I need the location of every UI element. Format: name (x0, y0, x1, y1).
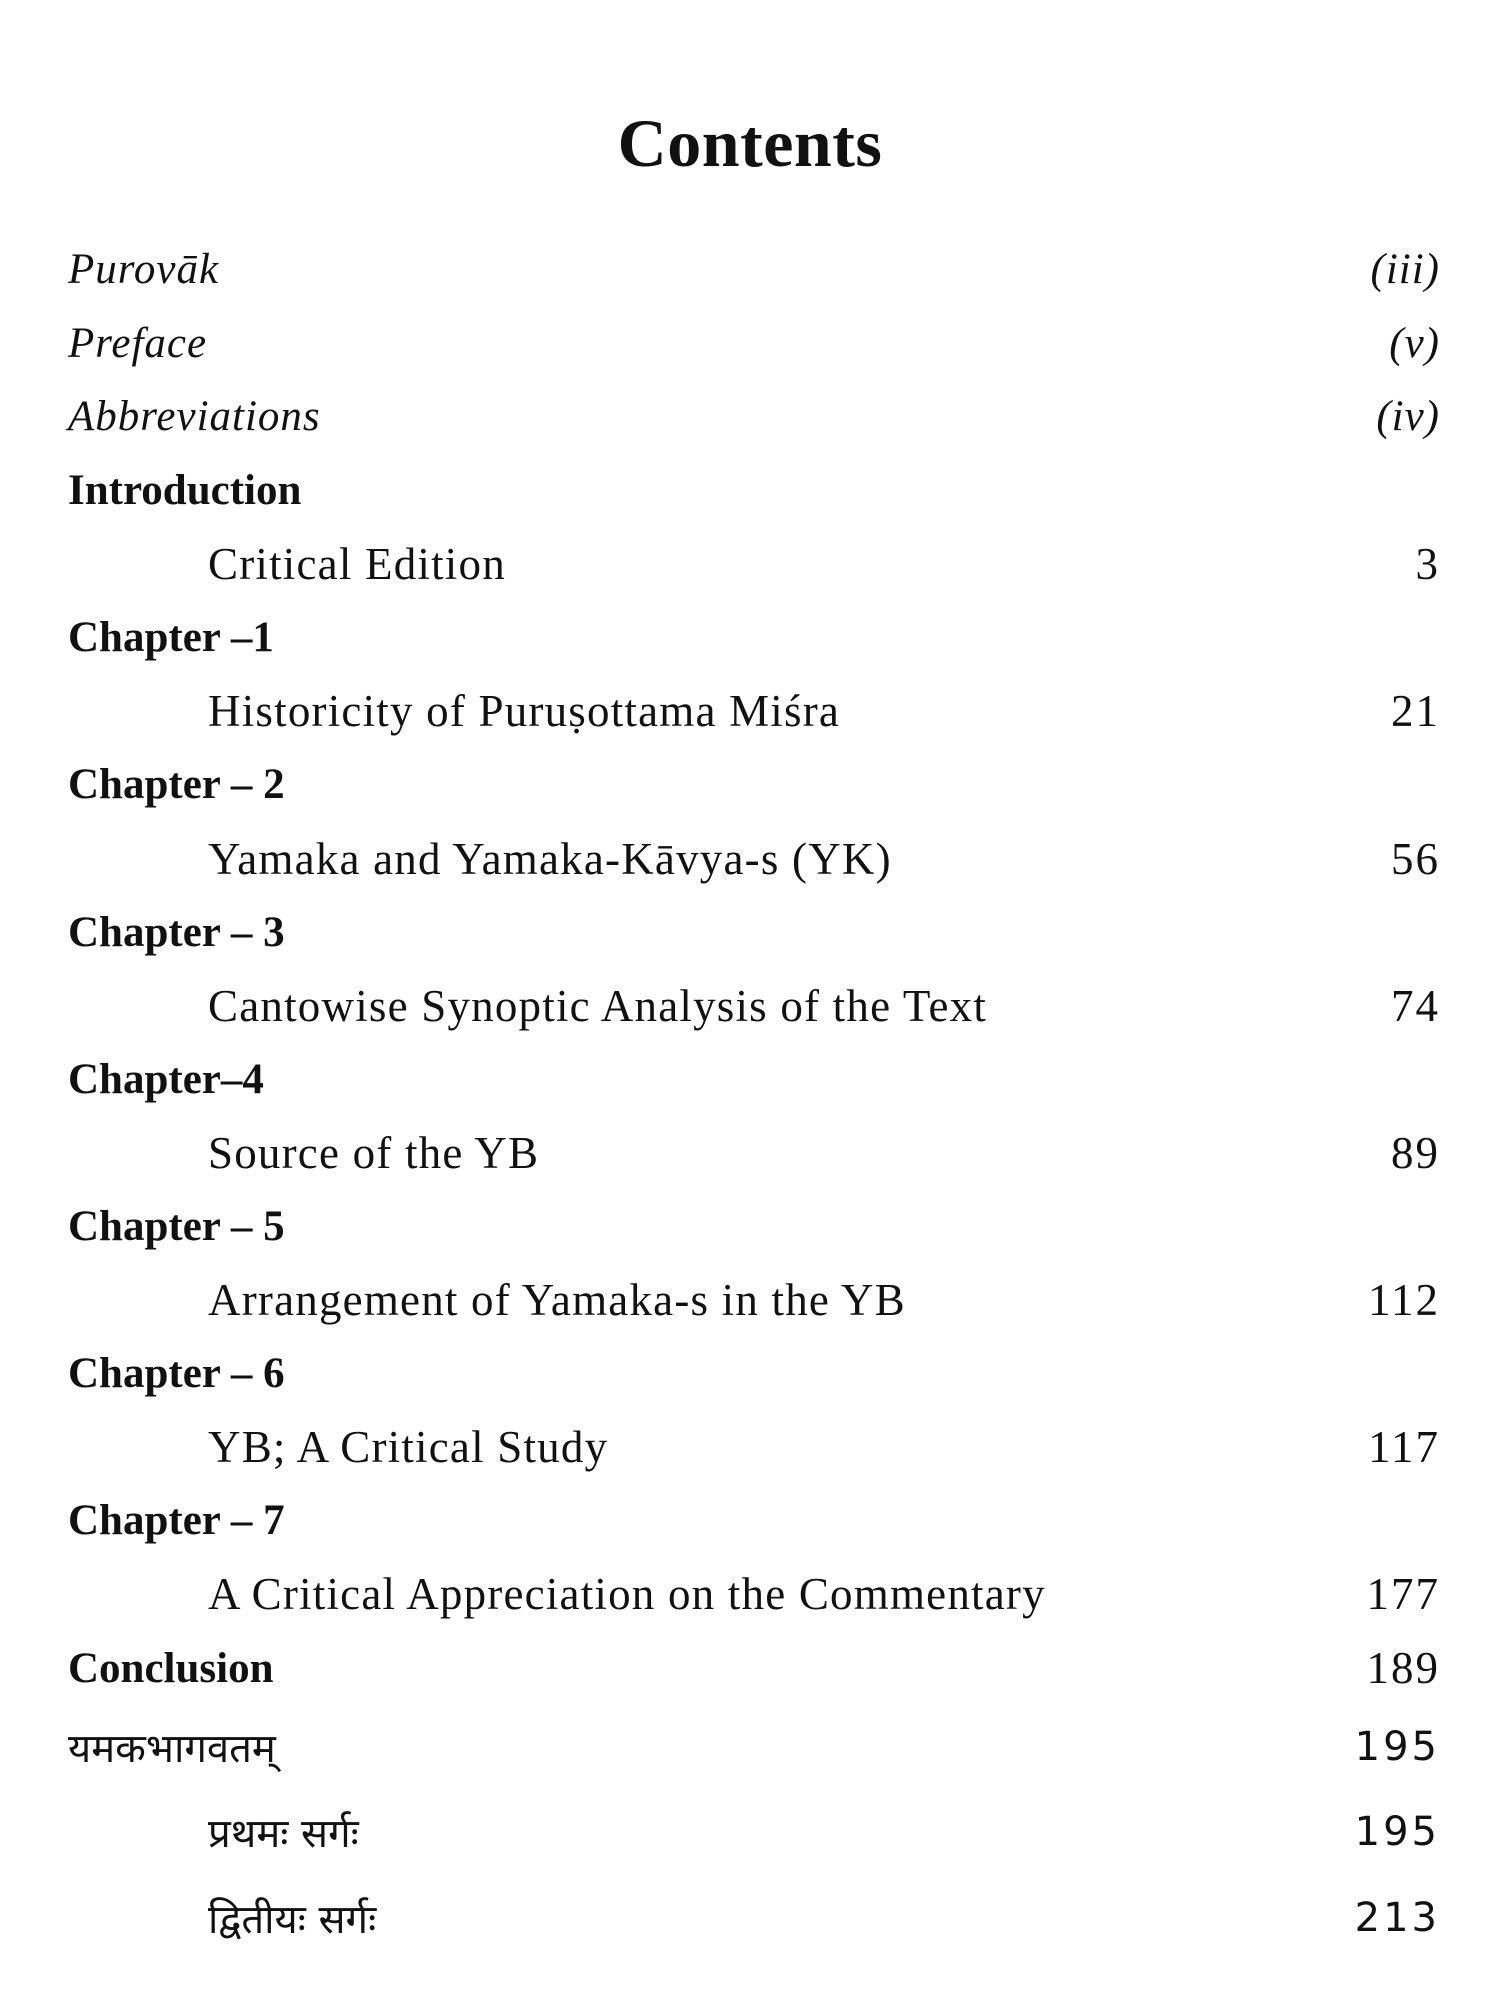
toc-entry-label: Preface (68, 319, 208, 367)
toc-heading-chapter-7 (68, 1484, 1440, 1558)
toc-page-number: (iii) (1370, 246, 1440, 294)
toc-page-number: 56 (1391, 833, 1440, 884)
chapter-heading: Chapter–4 (68, 1055, 264, 1103)
toc-row-conclusion[interactable] (68, 1631, 1440, 1705)
toc-entry-label: Abbreviations (68, 393, 321, 441)
toc-row-purovak[interactable] (68, 233, 1440, 307)
toc-entry-label: प्रथमः सर्गः (208, 1811, 359, 1858)
toc-page-number: 112 (1368, 1275, 1440, 1326)
toc-entry-label: Critical Edition (208, 539, 506, 590)
toc-heading-chapter-6 (68, 1337, 1440, 1411)
chapter-heading: Chapter – 3 (68, 908, 285, 956)
section-heading: Conclusion (68, 1644, 274, 1692)
toc-row-chapter-7[interactable] (68, 1558, 1440, 1632)
toc-row-chapter-6[interactable] (68, 1411, 1440, 1485)
toc-row-chapter-2[interactable] (68, 822, 1440, 896)
toc-row-preface[interactable] (68, 307, 1440, 381)
toc-heading-chapter-4 (68, 1043, 1440, 1117)
toc-row-critical-edition[interactable] (68, 527, 1440, 601)
toc-entry-label: यमकभागवतम् (68, 1726, 276, 1773)
toc-page-number: 3 (1415, 539, 1440, 590)
toc-entry-label: Cantowise Synoptic Analysis of the Text (208, 980, 988, 1031)
page-title: Contents (617, 105, 883, 181)
chapter-heading: Chapter –1 (68, 614, 274, 662)
toc-heading-chapter-3 (68, 895, 1440, 969)
toc-entry-label: YB; A Critical Study (208, 1422, 609, 1473)
toc-entry-label: Purovāk (68, 246, 220, 294)
chapter-heading: Chapter – 2 (68, 761, 285, 809)
toc-page-number: 189 (1366, 1643, 1440, 1694)
toc-row-chapter-4[interactable] (68, 1116, 1440, 1190)
toc-entry-label: A Critical Appreciation on the Commentary (208, 1569, 1046, 1620)
toc-page-number: 21 (1391, 686, 1440, 737)
toc-page-number: (iv) (1376, 393, 1440, 441)
toc-row-canto-1[interactable] (68, 1789, 1440, 1875)
toc-page-number: 195 (1354, 1723, 1440, 1770)
toc-entry-label: Arrangement of Yamaka-s in the YB (208, 1275, 906, 1326)
toc-heading-introduction (68, 454, 1440, 528)
chapter-heading: Chapter – 5 (68, 1203, 285, 1251)
toc-row-chapter-1[interactable] (68, 675, 1440, 749)
toc-entry-label: Source of the YB (208, 1127, 540, 1178)
chapter-heading: Chapter – 7 (68, 1497, 285, 1545)
toc-page-number: 177 (1366, 1569, 1440, 1620)
toc-entry-label: द्वितीयः सर्गः (208, 1897, 377, 1944)
toc-entry-label: Yamaka and Yamaka-Kāvya-s (YK) (208, 833, 892, 884)
toc-row-sanskrit-text[interactable] (68, 1705, 1440, 1789)
toc-row-chapter-5[interactable] (68, 1263, 1440, 1337)
toc-page-number: (v) (1389, 319, 1440, 367)
toc-page-number: 117 (1368, 1422, 1440, 1473)
toc-entry-label: Historicity of Puruṣottama Miśra (208, 686, 841, 737)
toc-row-chapter-3[interactable] (68, 969, 1440, 1043)
toc-page-number: 74 (1391, 980, 1440, 1031)
toc-heading-chapter-2 (68, 748, 1440, 822)
toc-page-number: 195 (1354, 1808, 1440, 1855)
table-of-contents (68, 233, 1440, 1961)
toc-row-canto-2[interactable] (68, 1875, 1440, 1961)
section-heading: Introduction (68, 467, 302, 515)
toc-heading-chapter-1 (68, 601, 1440, 675)
chapter-heading: Chapter – 6 (68, 1350, 285, 1398)
toc-row-abbreviations[interactable] (68, 380, 1440, 454)
toc-page-number: 89 (1391, 1127, 1440, 1178)
toc-heading-chapter-5 (68, 1190, 1440, 1264)
toc-page-number: 213 (1354, 1894, 1440, 1941)
